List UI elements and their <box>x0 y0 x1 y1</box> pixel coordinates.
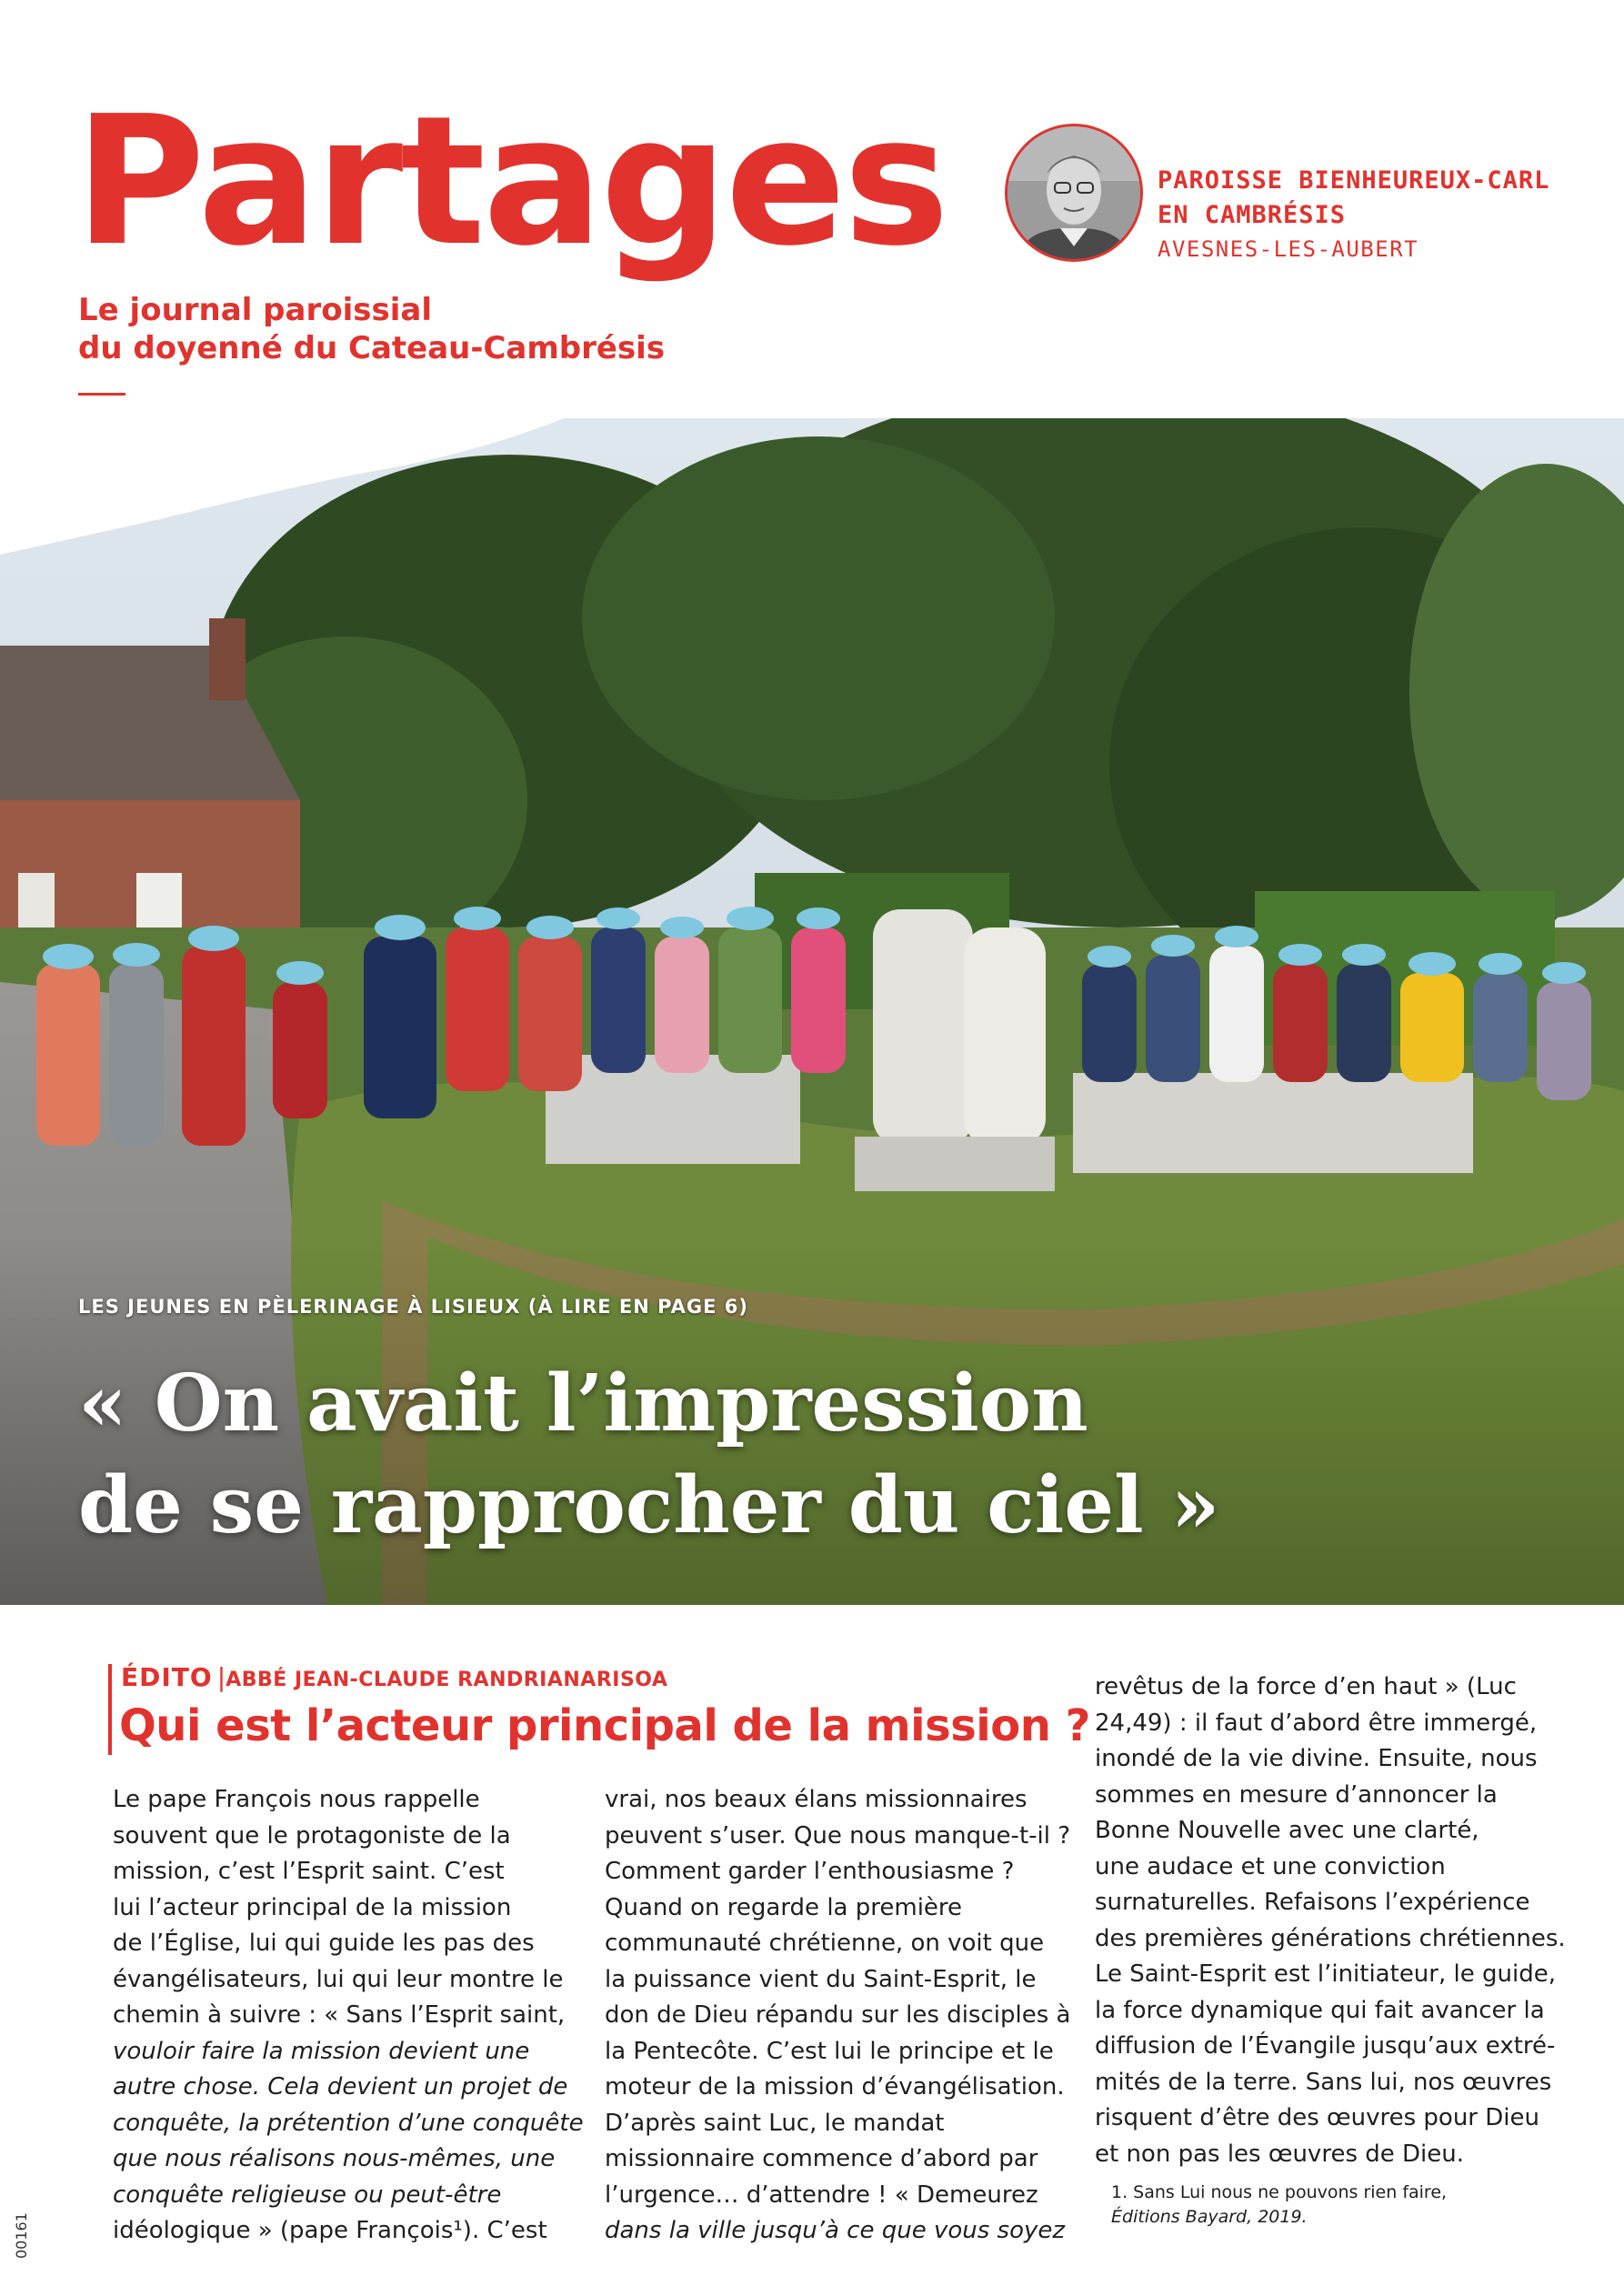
edito-text-line: Le Saint-Esprit est l’initiateur, le guide, <box>1095 1960 1556 1988</box>
edito-column-1 <box>113 1782 584 2250</box>
parish-block <box>1158 164 1549 266</box>
edito-text-line: moteur de la mission d’évangélisation. <box>605 2073 1065 2100</box>
footnote-line: 1. Sans Lui nous ne pouvons rien faire, <box>1111 2182 1448 2202</box>
edito-text-line: de l’Église, lui qui guide les pas des <box>113 1930 535 1957</box>
edito-text-line: chemin à suivre : « Sans l’Esprit saint, <box>113 2001 566 2029</box>
edito-text-line: l’urgence… d’attendre ! « Demeurez <box>605 2181 1038 2209</box>
edito-column-2 <box>605 1782 1070 2250</box>
edito-text-line: Quand on regarde la première <box>605 1893 963 1921</box>
edito-accent-bar <box>108 1664 112 1755</box>
edito-text-line: risquent d’être des œuvres pour Dieu <box>1095 2104 1539 2131</box>
edito-text-line: inondé de la vie divine. Ensuite, nous <box>1095 1745 1538 1772</box>
masthead-rule <box>78 393 125 396</box>
edito-text-line: diffusion de l’Évangile jusqu’aux extré- <box>1095 2032 1556 2060</box>
edito-title: Qui est l’acteur principal de la mission ? <box>119 1700 1090 1751</box>
edito-text-line: une audace et une conviction <box>1095 1852 1446 1880</box>
edito-text-line: peuvent s’user. Que nous manque-t-il ? <box>605 1821 1071 1850</box>
footnote-line: Éditions Bayard, 2019. <box>1111 2207 1308 2227</box>
edito-text-line: conquête, la prétention d’une conquête <box>113 2109 584 2137</box>
edito-text-line: conquête religieuse ou peut-être <box>113 2181 502 2209</box>
edito-text-line: revêtus de la force d’en haut » (Luc <box>1095 1673 1517 1700</box>
parish-portrait-photo <box>1005 124 1143 262</box>
edito-text-line: dans la ville jusqu’à ce que vous soyez <box>605 2217 1066 2244</box>
edito-text-line: la puissance vient du Saint-Esprit, le <box>605 1965 1037 1993</box>
edito-author: ABBÉ JEAN-CLAUDE RANDRIANARISOA <box>226 1669 668 1691</box>
edito-text-line: missionnaire commence d’abord par <box>605 2145 1038 2172</box>
edito-kicker <box>121 1662 667 1692</box>
edito-text-line: idéologique » (pape François¹). C’est <box>113 2217 547 2244</box>
edito-text-line: évangélisateurs, lui qui leur montre le <box>113 1965 564 1993</box>
masthead-title: Partages <box>75 78 947 286</box>
edito-text-line: D’après saint Luc, le mandat <box>605 2109 945 2137</box>
edito-text-line: la Pentecôte. C’est lui le principe et le <box>605 2037 1054 2065</box>
edito-text-line: souvent que le protagoniste de la <box>113 1821 511 1850</box>
parish-town: AVESNES-LES-AUBERT <box>1158 236 1419 262</box>
edito-text-line: mission, c’est l’Esprit saint. C’est <box>113 1858 505 1885</box>
edito-tag: ÉDITO <box>121 1662 213 1692</box>
edito-text-line: des premières générations chrétiennes. <box>1095 1924 1566 1952</box>
cover-kicker: LES JEUNES EN PÈLERINAGE À LISIEUX (À LIRE EN PAGE 6) <box>78 1296 748 1318</box>
masthead-subtitle <box>78 291 665 367</box>
edito-text-line: lui l’acteur principal de la mission <box>113 1893 512 1921</box>
edito-text-line: Le pape François nous rappelle <box>113 1786 480 1813</box>
edito-text-line: vouloir faire la mission devient une <box>113 2037 530 2065</box>
edito-text-line: mités de la terre. Sans lui, nos œuvres <box>1095 2068 1552 2096</box>
cover-headline-line: « On avait l’impression <box>78 1358 1088 1449</box>
edito-column-3 <box>1095 1669 1566 2172</box>
edito-text-line: et non pas les œuvres de Dieu. <box>1095 2140 1464 2168</box>
footnote <box>1111 2181 1447 2230</box>
edito-text-line: Bonne Nouvelle avec une clarté, <box>1095 1817 1479 1844</box>
cover-headline <box>78 1353 1219 1557</box>
parish-name-line2: EN CAMBRÉSIS <box>1158 201 1347 229</box>
edito-text-line: don de Dieu répandu sur les disciples à <box>605 2001 1071 2029</box>
edito-text-line: 24,49) : il faut d’abord être immergé, <box>1095 1709 1538 1737</box>
edito-text-line: Comment garder l’enthousiasme ? <box>605 1858 1015 1885</box>
edito-text-line: que nous réalisons nous-mêmes, une <box>113 2145 556 2172</box>
edito-text-line: surnaturelles. Refaisons l’expérience <box>1095 1889 1530 1916</box>
side-code: 00161 <box>13 2212 30 2259</box>
edito-text-line: autre chose. Cela devient un projet de <box>113 2073 568 2100</box>
subtitle-line: du doyenné du Cateau-Cambrésis <box>78 330 666 366</box>
edito-text-line: sommes en mesure d’annoncer la <box>1095 1780 1498 1809</box>
subtitle-line: Le journal paroissial <box>78 292 432 328</box>
edito-text-line: communauté chrétienne, on voit que <box>605 1930 1045 1957</box>
edito-text-line: la force dynamique qui fait avancer la <box>1095 1996 1545 2024</box>
edito-text-line: vrai, nos beaux élans missionnaires <box>605 1786 1028 1813</box>
parish-name-line1: PAROISSE BIENHEUREUX-CARL <box>1158 166 1550 195</box>
cover-headline-line: de se rapprocher du ciel » <box>78 1459 1220 1551</box>
edito-separator: | <box>216 1662 226 1692</box>
